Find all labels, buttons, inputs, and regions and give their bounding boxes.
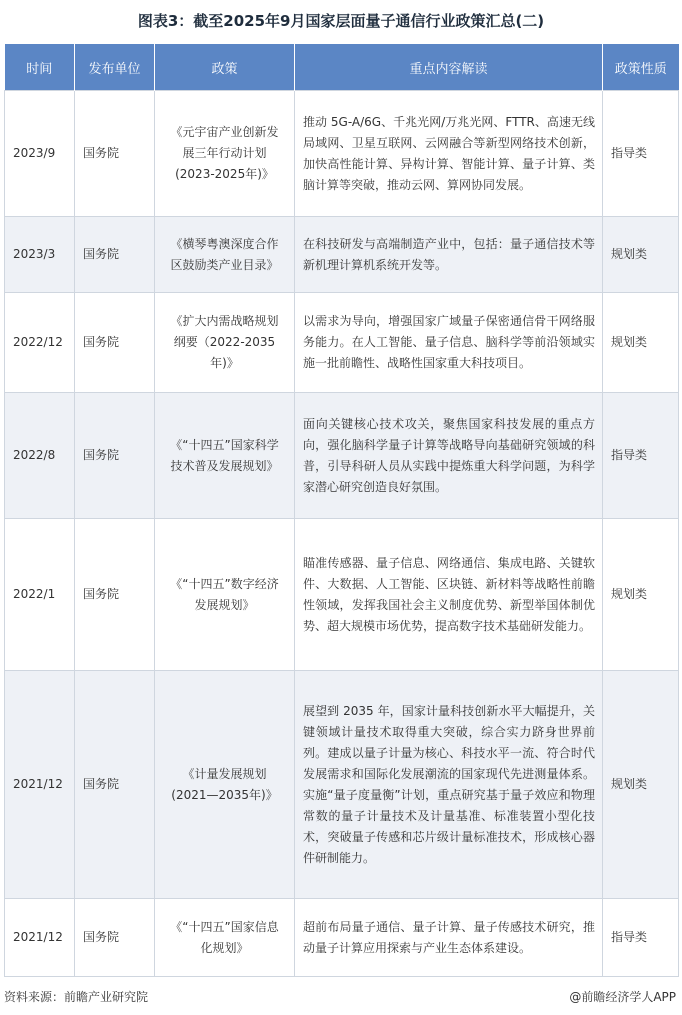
col-header-policy: 政策 <box>155 44 295 91</box>
cell-type: 规划类 <box>603 293 679 393</box>
cell-policy: 《横琴粤澳深度合作区鼓励类产业目录》 <box>155 217 295 293</box>
page-title: 图表3：截至2025年9月国家层面量子通信行业政策汇总(二) <box>137 12 545 30</box>
cell-policy: 《计量发展规划(2021—2035年)》 <box>155 671 295 899</box>
cell-time: 2022/1 <box>5 519 75 671</box>
cell-policy: 《“十四五”数字经济发展规划》 <box>155 519 295 671</box>
col-header-time: 时间 <box>5 44 75 91</box>
cell-policy: 《元宇宙产业创新发展三年行动计划(2023-2025年)》 <box>155 91 295 217</box>
cell-unit: 国务院 <box>75 899 155 977</box>
cell-content: 以需求为导向，增强国家广域量子保密通信骨干网络服务能力。在人工智能、量子信息、脑科学等前沿领域实施一批前瞻性、战略性国家重大科技项目。 <box>295 293 603 393</box>
cell-policy: 《“十四五”国家科学技术普及发展规划》 <box>155 393 295 519</box>
table-row <box>5 393 679 519</box>
cell-time: 2021/12 <box>5 899 75 977</box>
table-header-row <box>5 44 679 91</box>
cell-type: 规划类 <box>603 519 679 671</box>
table-row <box>5 91 679 217</box>
col-header-type: 政策性质 <box>603 44 679 91</box>
cell-unit: 国务院 <box>75 671 155 899</box>
cell-policy: 《扩大内需战略规划纲要（2022-2035年)》 <box>155 293 295 393</box>
cell-unit: 国务院 <box>75 91 155 217</box>
cell-time: 2022/12 <box>5 293 75 393</box>
cell-type: 指导类 <box>603 393 679 519</box>
cell-time: 2023/9 <box>5 91 75 217</box>
source-note: 资料来源：前瞻产业研究院 <box>4 990 149 1004</box>
cell-unit: 国务院 <box>75 293 155 393</box>
cell-unit: 国务院 <box>75 519 155 671</box>
table-row <box>5 899 679 977</box>
cell-time: 2021/12 <box>5 671 75 899</box>
table-row <box>5 671 679 899</box>
cell-type: 指导类 <box>603 91 679 217</box>
cell-content: 超前布局量子通信、量子计算、量子传感技术研究，推动量子计算应用探索与产业生态体系建设。 <box>295 899 603 977</box>
cell-time: 2022/8 <box>5 393 75 519</box>
cell-type: 规划类 <box>603 671 679 899</box>
cell-unit: 国务院 <box>75 217 155 293</box>
cell-policy: 《“十四五”国家信息化规划》 <box>155 899 295 977</box>
table-row <box>5 217 679 293</box>
cell-content: 面向关键核心技术攻关，聚焦国家科技发展的重点方向，强化脑科学量子计算等战略导向基础研究领域的科普，引导科研人员从实践中提炼重大科学问题，为科学家潜心研究创造良好氛围。 <box>295 393 603 519</box>
cell-type: 指导类 <box>603 899 679 977</box>
col-header-unit: 发布单位 <box>75 44 155 91</box>
cell-content: 在科技研发与高端制造产业中，包括：量子通信技术等新机理计算机系统开发等。 <box>295 217 603 293</box>
table-row <box>5 293 679 393</box>
cell-content: 推动 5G-A/6G、千兆光网/万兆光网、FTTR、高速无线局域网、卫星互联网、云网融合等新型网络技术创新，加快高性能计算、异构计算、智能计算、量子计算、类脑计算等突破，推动云网、算网协同发展。 <box>295 91 603 217</box>
cell-content: 瞄准传感器、量子信息、网络通信、集成电路、关键软件、大数据、人工智能、区块链、新材料等战略性前瞻性领域，发挥我国社会主义制度优势、新型举国体制优势、超大规模市场优势，提高数字技术基础研发能力。 <box>295 519 603 671</box>
policy-table <box>4 44 679 977</box>
cell-type: 规划类 <box>603 217 679 293</box>
cell-content: 展望到 2035 年，国家计量科技创新水平大幅提升，关键领域计量技术取得重大突破，综合实力跻身世界前列。建成以量子计量为核心、科技水平一流、符合时代发展需求和国际化发展潮流的国家现代先进测量体系。实施“量子度量衡”计划，重点研究基于量子效应和物理常数的量子计量技术及计量基准、标准装置小型化技术，突破量子传感和芯片级计量标准技术，形成核心器件研制能力。 <box>295 671 603 899</box>
cell-unit: 国务院 <box>75 393 155 519</box>
table-row <box>5 519 679 671</box>
cell-time: 2023/3 <box>5 217 75 293</box>
col-header-content: 重点内容解读 <box>295 44 603 91</box>
brand-note: @前瞻经济学人APP <box>569 990 676 1004</box>
